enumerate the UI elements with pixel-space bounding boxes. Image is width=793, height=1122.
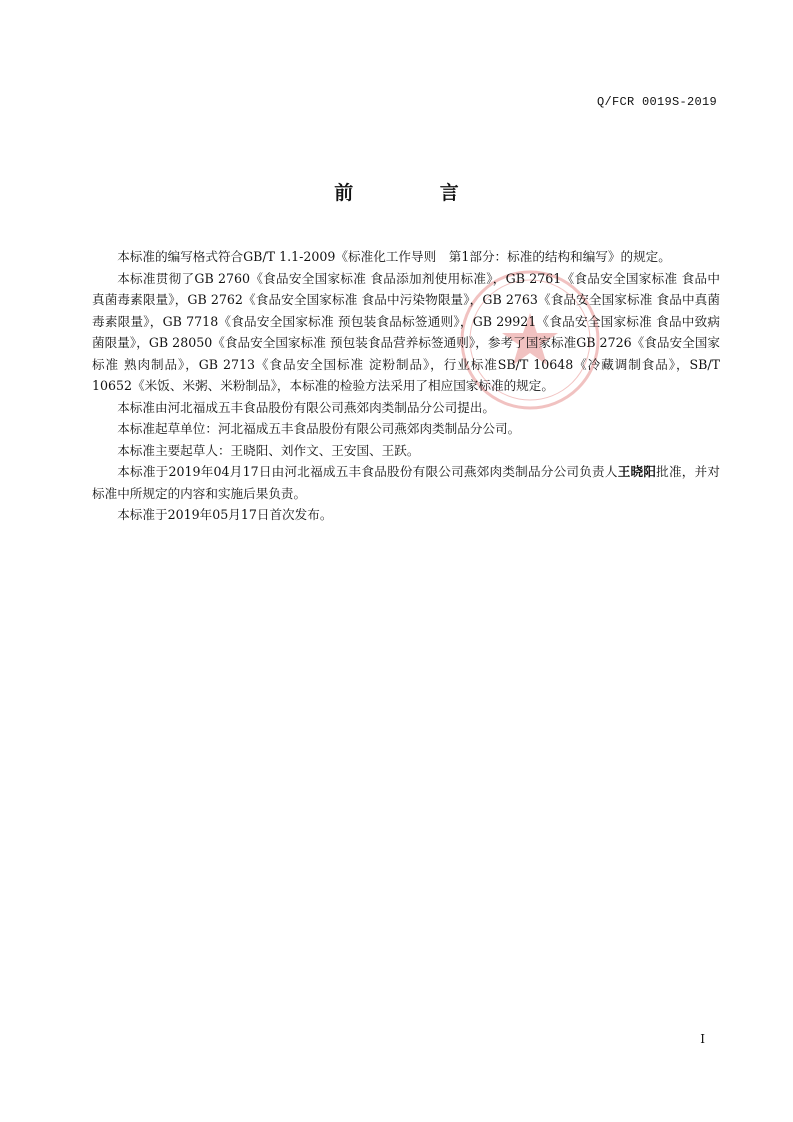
foreword-body	[92, 246, 720, 526]
page-number: I	[700, 1032, 705, 1046]
page-title: 前 言	[334, 182, 499, 204]
approval-paragraph	[92, 461, 720, 504]
foreword-paragraph: 本标准贯彻了GB 2760《食品安全国家标准 食品添加剂使用标准》，GB 2761《食品安全国家标准 食品中真菌毒素限量》，GB 2762《食品安全国家标准 食品中污染物限量》，GB 2763《食品安全国家标准 食品中真菌毒素限量》，GB 7718《食品安全国家标准 预包装食品标签通则》，GB 29921《食品安全国家标准 食品中致病菌限量》，GB 28050《食品安全国家标准 预包装食品营养标签通则》，参考了国家标准GB 2726《食品安全国家标准 熟肉制品》，GB 2713《食品安全国标准 淀粉制品》，行业标准SB/T 10648《冷藏调制食品》，SB/T 10652《米饭、米粥、米粉制品》，本标准的检验方法采用了相应国家标准的规定。	[92, 270, 720, 393]
approval-text: 本标准于2019年04月17日由河北福成五丰食品股份有限公司燕郊肉类制品分公司负责人	[117, 464, 618, 479]
approval-text-tail: 批准，并对标准中所规定的内容和实施后果负责。	[92, 464, 720, 501]
release-paragraph: 本标准于2019年05月17日首次发布。	[117, 507, 333, 522]
foreword-paragraph: 本标准起草单位：河北福成五丰食品股份有限公司燕郊肉类制品分公司。	[117, 421, 521, 436]
approver-name: 王晓阳	[617, 464, 657, 479]
foreword-paragraph: 本标准由河北福成五丰食品股份有限公司燕郊肉类制品分公司提出。	[117, 399, 495, 415]
foreword-paragraph: 本标准主要起草人：王晓阳、刘作文、王安国、王跃。	[117, 442, 420, 458]
document-code: Q/FCR 0019S-2019	[596, 95, 717, 109]
foreword-paragraph: 本标准的编写格式符合GB/T 1.1-2009《标准化工作导则 第1部分：标准的结构和编写》的规定。	[117, 249, 671, 264]
